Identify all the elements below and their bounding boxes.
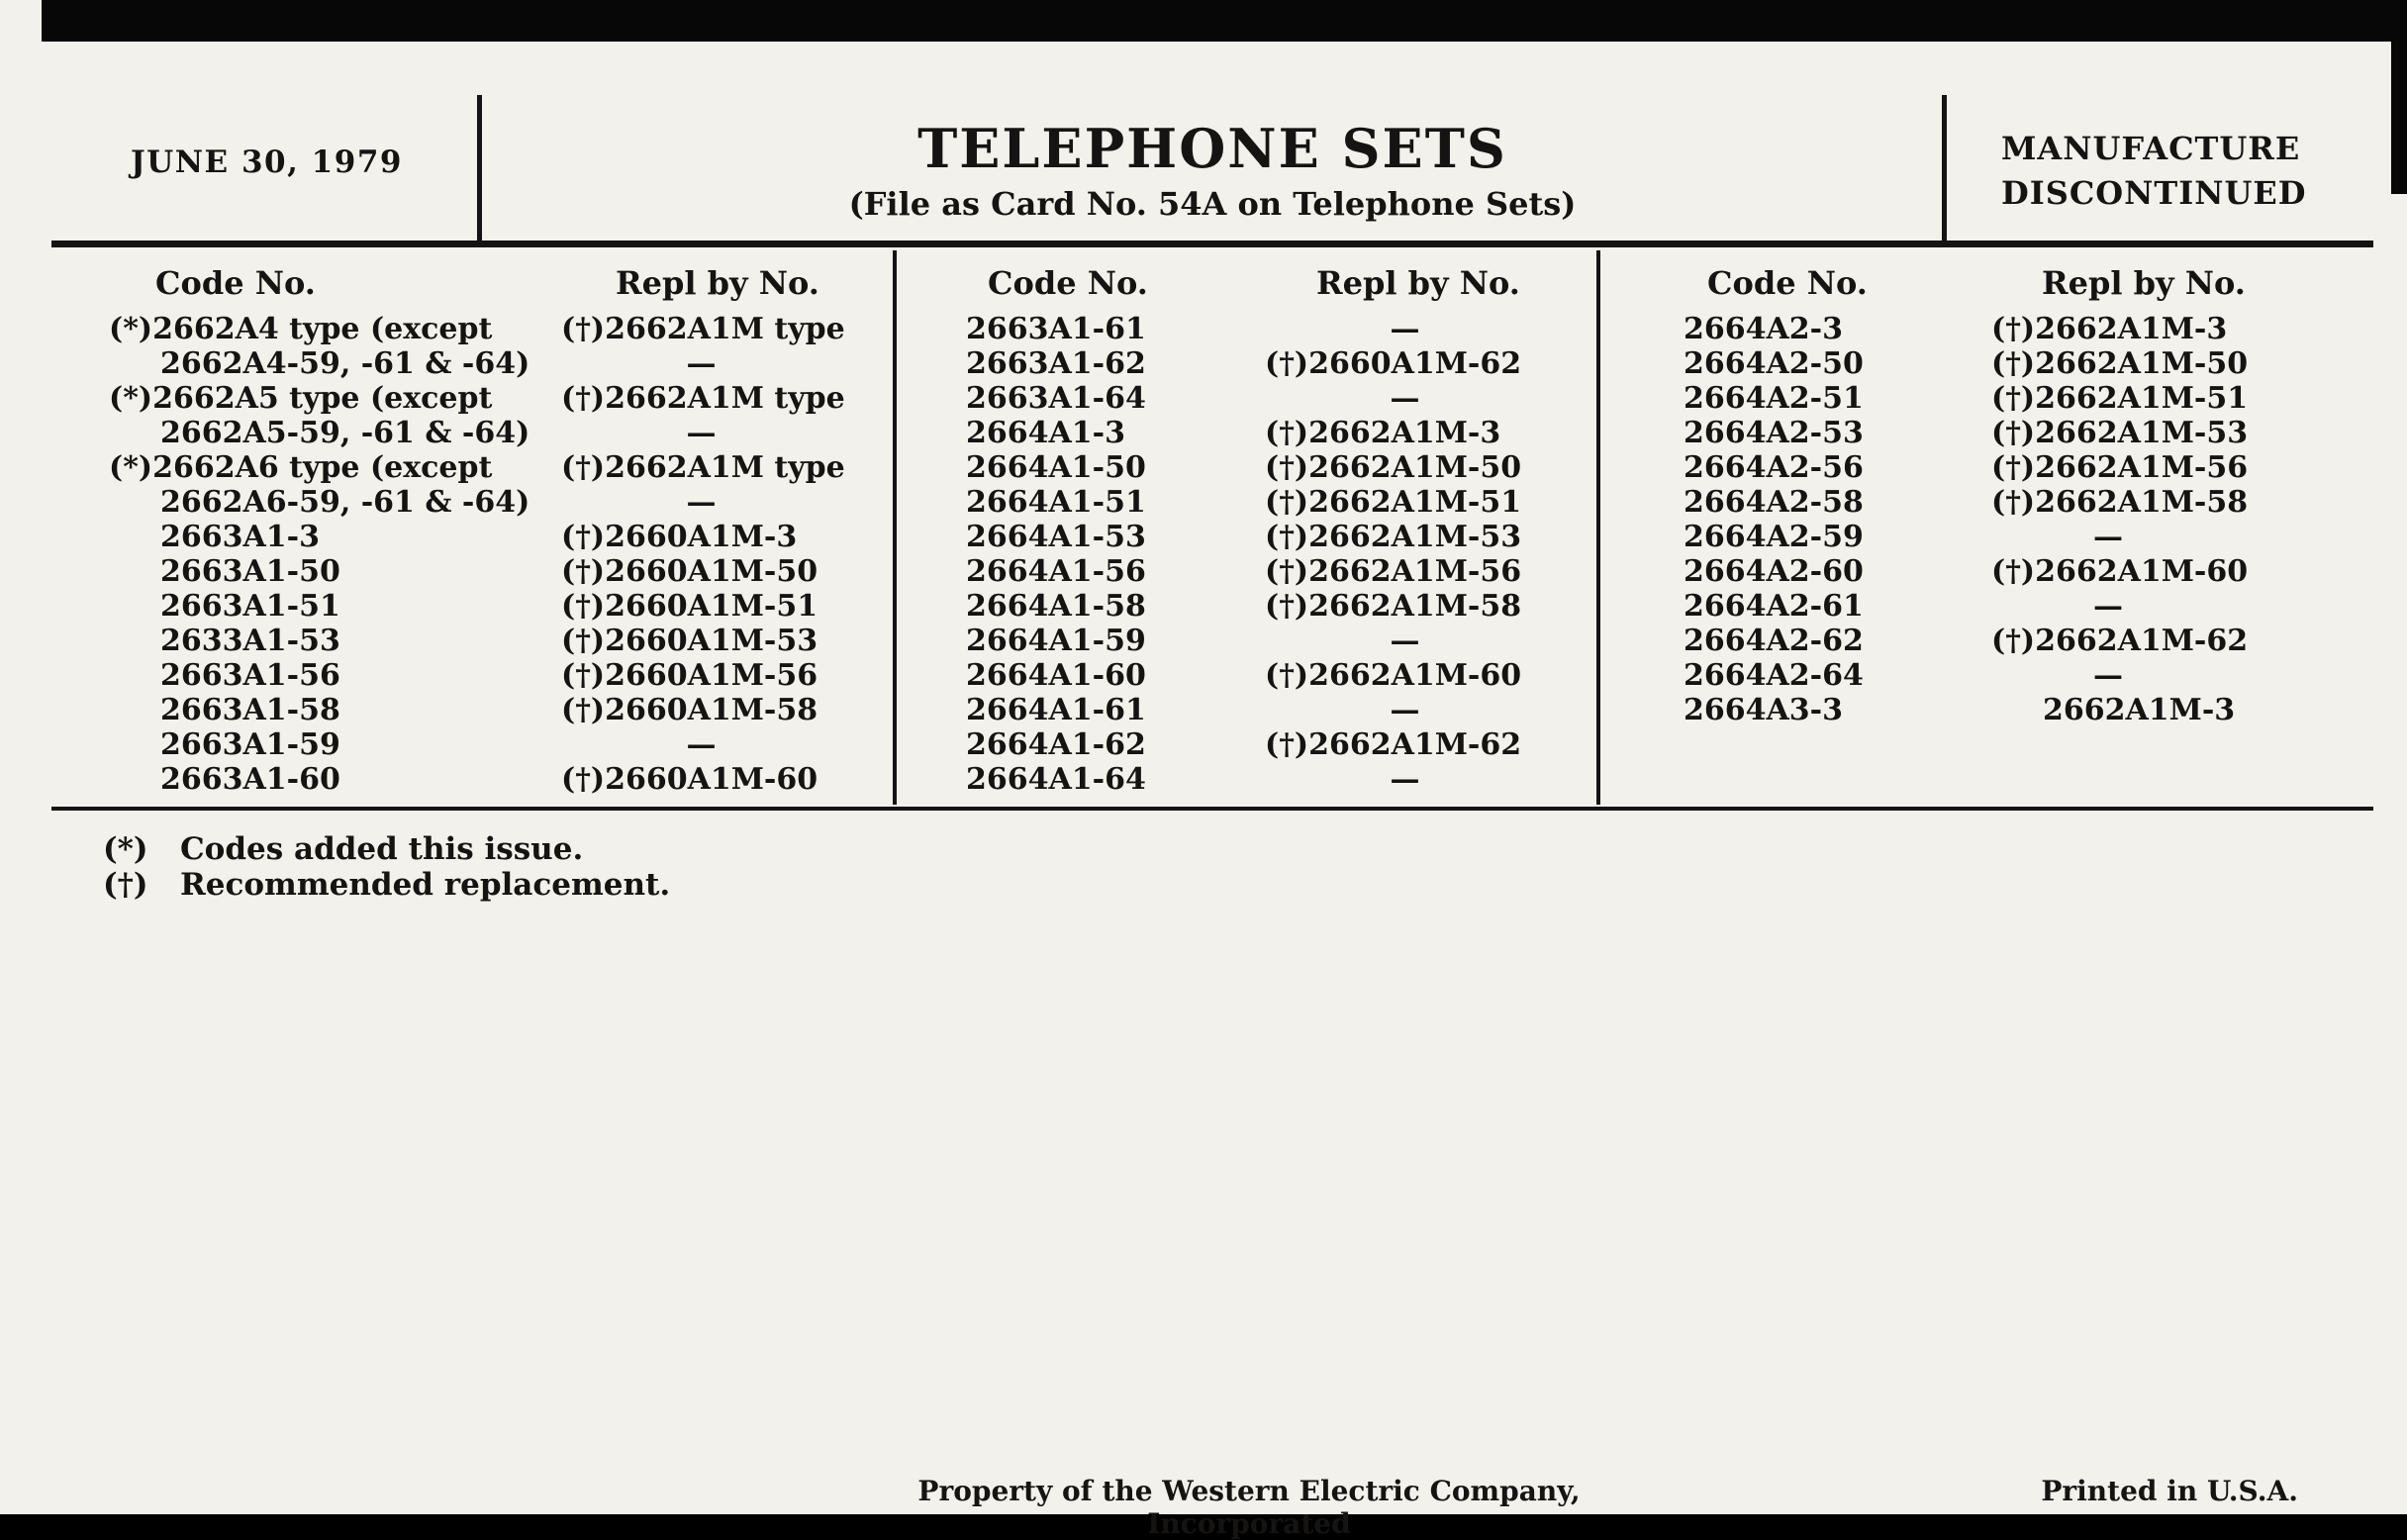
repl-cell: (†)2662A1M-53: [1265, 520, 1522, 554]
title-block: [683, 117, 1742, 223]
repl-cell: (†)2660A1M-58: [561, 693, 818, 727]
code-cell: 2664A2-62: [1684, 624, 1864, 658]
repl-cell: (†)2662A1M-56: [1991, 450, 2249, 485]
repl-cell: (†)2662A1M type: [561, 381, 845, 416]
page-title: TELEPHONE SETS: [917, 117, 1507, 180]
table-row: [897, 312, 1596, 346]
table-row: [51, 693, 893, 727]
table-row: [897, 520, 1596, 554]
table-row: [897, 346, 1596, 381]
code-cell: 2664A2-59: [1684, 520, 1864, 554]
column-header-repl: Repl by No.: [2042, 264, 2246, 302]
repl-cell: (†)2662A1M-58: [1265, 589, 1522, 624]
table-row: [1600, 658, 2373, 693]
column-header-repl: Repl by No.: [616, 264, 819, 302]
table-row: [51, 450, 893, 485]
code-cell: 2664A2-61: [1684, 589, 1864, 624]
code-cell: 2664A2-50: [1684, 346, 1864, 381]
table-row: [51, 381, 893, 416]
code-cell: (*)2662A4 type (except: [109, 312, 493, 346]
repl-cell: —: [686, 727, 719, 762]
code-cell: 2664A1-3: [966, 416, 1125, 450]
table-row: [51, 312, 893, 346]
repl-cell: (†)2660A1M-50: [561, 554, 818, 589]
replacement-table: [51, 250, 2373, 805]
code-cell: 2664A1-53: [966, 520, 1146, 554]
code-cell: 2664A1-58: [966, 589, 1146, 624]
bottom-rule: [51, 807, 2373, 811]
code-cell: 2663A1-64: [966, 381, 1146, 416]
repl-cell: —: [2093, 520, 2125, 554]
code-cell: 2663A1-60: [160, 762, 340, 797]
code-cell: 2664A2-51: [1684, 381, 1864, 416]
code-cell: 2664A1-61: [966, 693, 1146, 727]
table-row: [897, 485, 1596, 520]
table-row: [1600, 450, 2373, 485]
footer-property-line: Property of the Western Electric Company, Incorporated: [917, 1475, 1581, 1540]
repl-cell: —: [1390, 312, 1422, 346]
code-cell: 2664A1-56: [966, 554, 1146, 589]
repl-cell: (†)2662A1M-62: [1265, 727, 1522, 762]
scan-edge-right: [2391, 0, 2407, 194]
code-cell: 2664A2-58: [1684, 485, 1864, 520]
repl-cell: 2662A1M-3: [2043, 693, 2236, 727]
code-cell: 2664A2-60: [1684, 554, 1864, 589]
header-divider-right: [1942, 95, 1947, 241]
repl-cell: (†)2660A1M-3: [561, 520, 798, 554]
table-section: [51, 250, 893, 805]
repl-cell: —: [1390, 381, 1422, 416]
table-row: [897, 589, 1596, 624]
repl-cell: (†)2662A1M-3: [1265, 416, 1501, 450]
code-cell: 2664A2-53: [1684, 416, 1864, 450]
code-cell: 2663A1-56: [160, 658, 340, 693]
table-row: [1600, 346, 2373, 381]
table-row: [1600, 624, 2373, 658]
footnote-text: Codes added this issue.: [180, 831, 584, 867]
table-section: [893, 250, 1596, 805]
repl-cell: (†)2662A1M-60: [1265, 658, 1522, 693]
status-line-1: MANUFACTURE: [2001, 130, 2301, 167]
table-row: [897, 693, 1596, 727]
column-header-code: Code No.: [1707, 264, 1868, 302]
footer-printed-line: Printed in U.S.A.: [2041, 1475, 2298, 1507]
column-header-repl: Repl by No.: [1316, 264, 1520, 302]
footnotes: [103, 831, 670, 903]
table-row: [897, 658, 1596, 693]
code-cell: 2664A2-64: [1684, 658, 1864, 693]
table-row: [1600, 589, 2373, 624]
column-header-code: Code No.: [155, 264, 316, 302]
repl-cell: (†)2662A1M type: [561, 450, 845, 485]
table-row: [897, 416, 1596, 450]
table-row: [51, 658, 893, 693]
repl-cell: (†)2662A1M-51: [1991, 381, 2249, 416]
repl-cell: (†)2662A1M-56: [1265, 554, 1522, 589]
repl-cell: —: [1390, 624, 1422, 658]
code-cell: 2664A1-62: [966, 727, 1146, 762]
repl-cell: (†)2660A1M-53: [561, 624, 818, 658]
table-row: [897, 381, 1596, 416]
code-cell: (*)2662A6 type (except: [109, 450, 493, 485]
repl-cell: (†)2662A1M-60: [1991, 554, 2249, 589]
code-cell: 2663A1-62: [966, 346, 1146, 381]
column-header-code: Code No.: [988, 264, 1148, 302]
table-row: [51, 520, 893, 554]
table-row: [51, 485, 893, 520]
repl-cell: (†)2660A1M-60: [561, 762, 818, 797]
table-row: [51, 624, 893, 658]
status-label: [2001, 127, 2307, 216]
repl-cell: —: [2093, 658, 2125, 693]
code-cell: 2633A1-53: [160, 624, 340, 658]
table-row: [897, 450, 1596, 485]
section-header-row: [897, 250, 1596, 312]
footnote-marker: (†): [103, 867, 148, 903]
header-divider-left: [477, 95, 482, 241]
repl-cell: (†)2660A1M-51: [561, 589, 818, 624]
table-row: [51, 762, 893, 797]
table-row: [51, 727, 893, 762]
code-cell: 2662A6-59, -61 & -64): [160, 485, 530, 520]
table-row: [51, 554, 893, 589]
table-row: [1600, 520, 2373, 554]
table-row: [1600, 381, 2373, 416]
repl-cell: (†)2662A1M-50: [1265, 450, 1522, 485]
repl-cell: (†)2660A1M-62: [1265, 346, 1522, 381]
code-cell: 2663A1-59: [160, 727, 340, 762]
repl-cell: —: [686, 416, 719, 450]
scan-edge-top: [42, 0, 2407, 42]
table-row: [51, 346, 893, 381]
top-rule: [51, 241, 2373, 247]
repl-cell: (†)2662A1M type: [561, 312, 845, 346]
repl-cell: —: [1390, 693, 1422, 727]
code-cell: 2664A2-56: [1684, 450, 1864, 485]
table-row: [897, 554, 1596, 589]
code-cell: 2664A1-64: [966, 762, 1146, 797]
code-cell: 2663A1-51: [160, 589, 340, 624]
section-header-row: [1600, 250, 2373, 312]
code-cell: 2662A5-59, -61 & -64): [160, 416, 530, 450]
repl-cell: (†)2662A1M-58: [1991, 485, 2249, 520]
table-section: [1596, 250, 2373, 805]
code-cell: 2664A1-50: [966, 450, 1146, 485]
section-header-row: [51, 250, 893, 312]
repl-cell: (†)2662A1M-53: [1991, 416, 2249, 450]
footnote: [103, 867, 670, 903]
table-row: [51, 416, 893, 450]
issue-date: JUNE 30, 1979: [131, 144, 403, 180]
table-row: [897, 762, 1596, 797]
code-cell: 2664A2-3: [1684, 312, 1843, 346]
page-subtitle: (File as Card No. 54A on Telephone Sets): [848, 185, 1577, 223]
table-row: [897, 624, 1596, 658]
code-cell: (*)2662A5 type (except: [109, 381, 493, 416]
table-row: [51, 589, 893, 624]
repl-cell: (†)2662A1M-62: [1991, 624, 2249, 658]
code-cell: 2664A3-3: [1684, 693, 1843, 727]
table-row: [1600, 693, 2373, 727]
table-row: [1600, 312, 2373, 346]
repl-cell: (†)2662A1M-3: [1991, 312, 2228, 346]
repl-cell: —: [2093, 589, 2125, 624]
repl-cell: (†)2662A1M-51: [1265, 485, 1522, 520]
code-cell: 2663A1-50: [160, 554, 340, 589]
status-line-2: DISCONTINUED: [2001, 173, 2307, 212]
code-cell: 2663A1-3: [160, 520, 320, 554]
repl-cell: (†)2660A1M-56: [561, 658, 818, 693]
table-row: [1600, 554, 2373, 589]
code-cell: 2663A1-58: [160, 693, 340, 727]
repl-cell: —: [686, 346, 719, 381]
footnote-marker: (*): [103, 831, 148, 867]
code-cell: 2662A4-59, -61 & -64): [160, 346, 530, 381]
table-row: [1600, 416, 2373, 450]
code-cell: 2664A1-60: [966, 658, 1146, 693]
code-cell: 2664A1-51: [966, 485, 1146, 520]
footnote: [103, 831, 670, 867]
table-row: [897, 727, 1596, 762]
repl-cell: —: [686, 485, 719, 520]
repl-cell: (†)2662A1M-50: [1991, 346, 2249, 381]
code-cell: 2663A1-61: [966, 312, 1146, 346]
footnote-text: Recommended replacement.: [180, 867, 671, 903]
table-row: [1600, 485, 2373, 520]
repl-cell: —: [1390, 762, 1422, 797]
code-cell: 2664A1-59: [966, 624, 1146, 658]
